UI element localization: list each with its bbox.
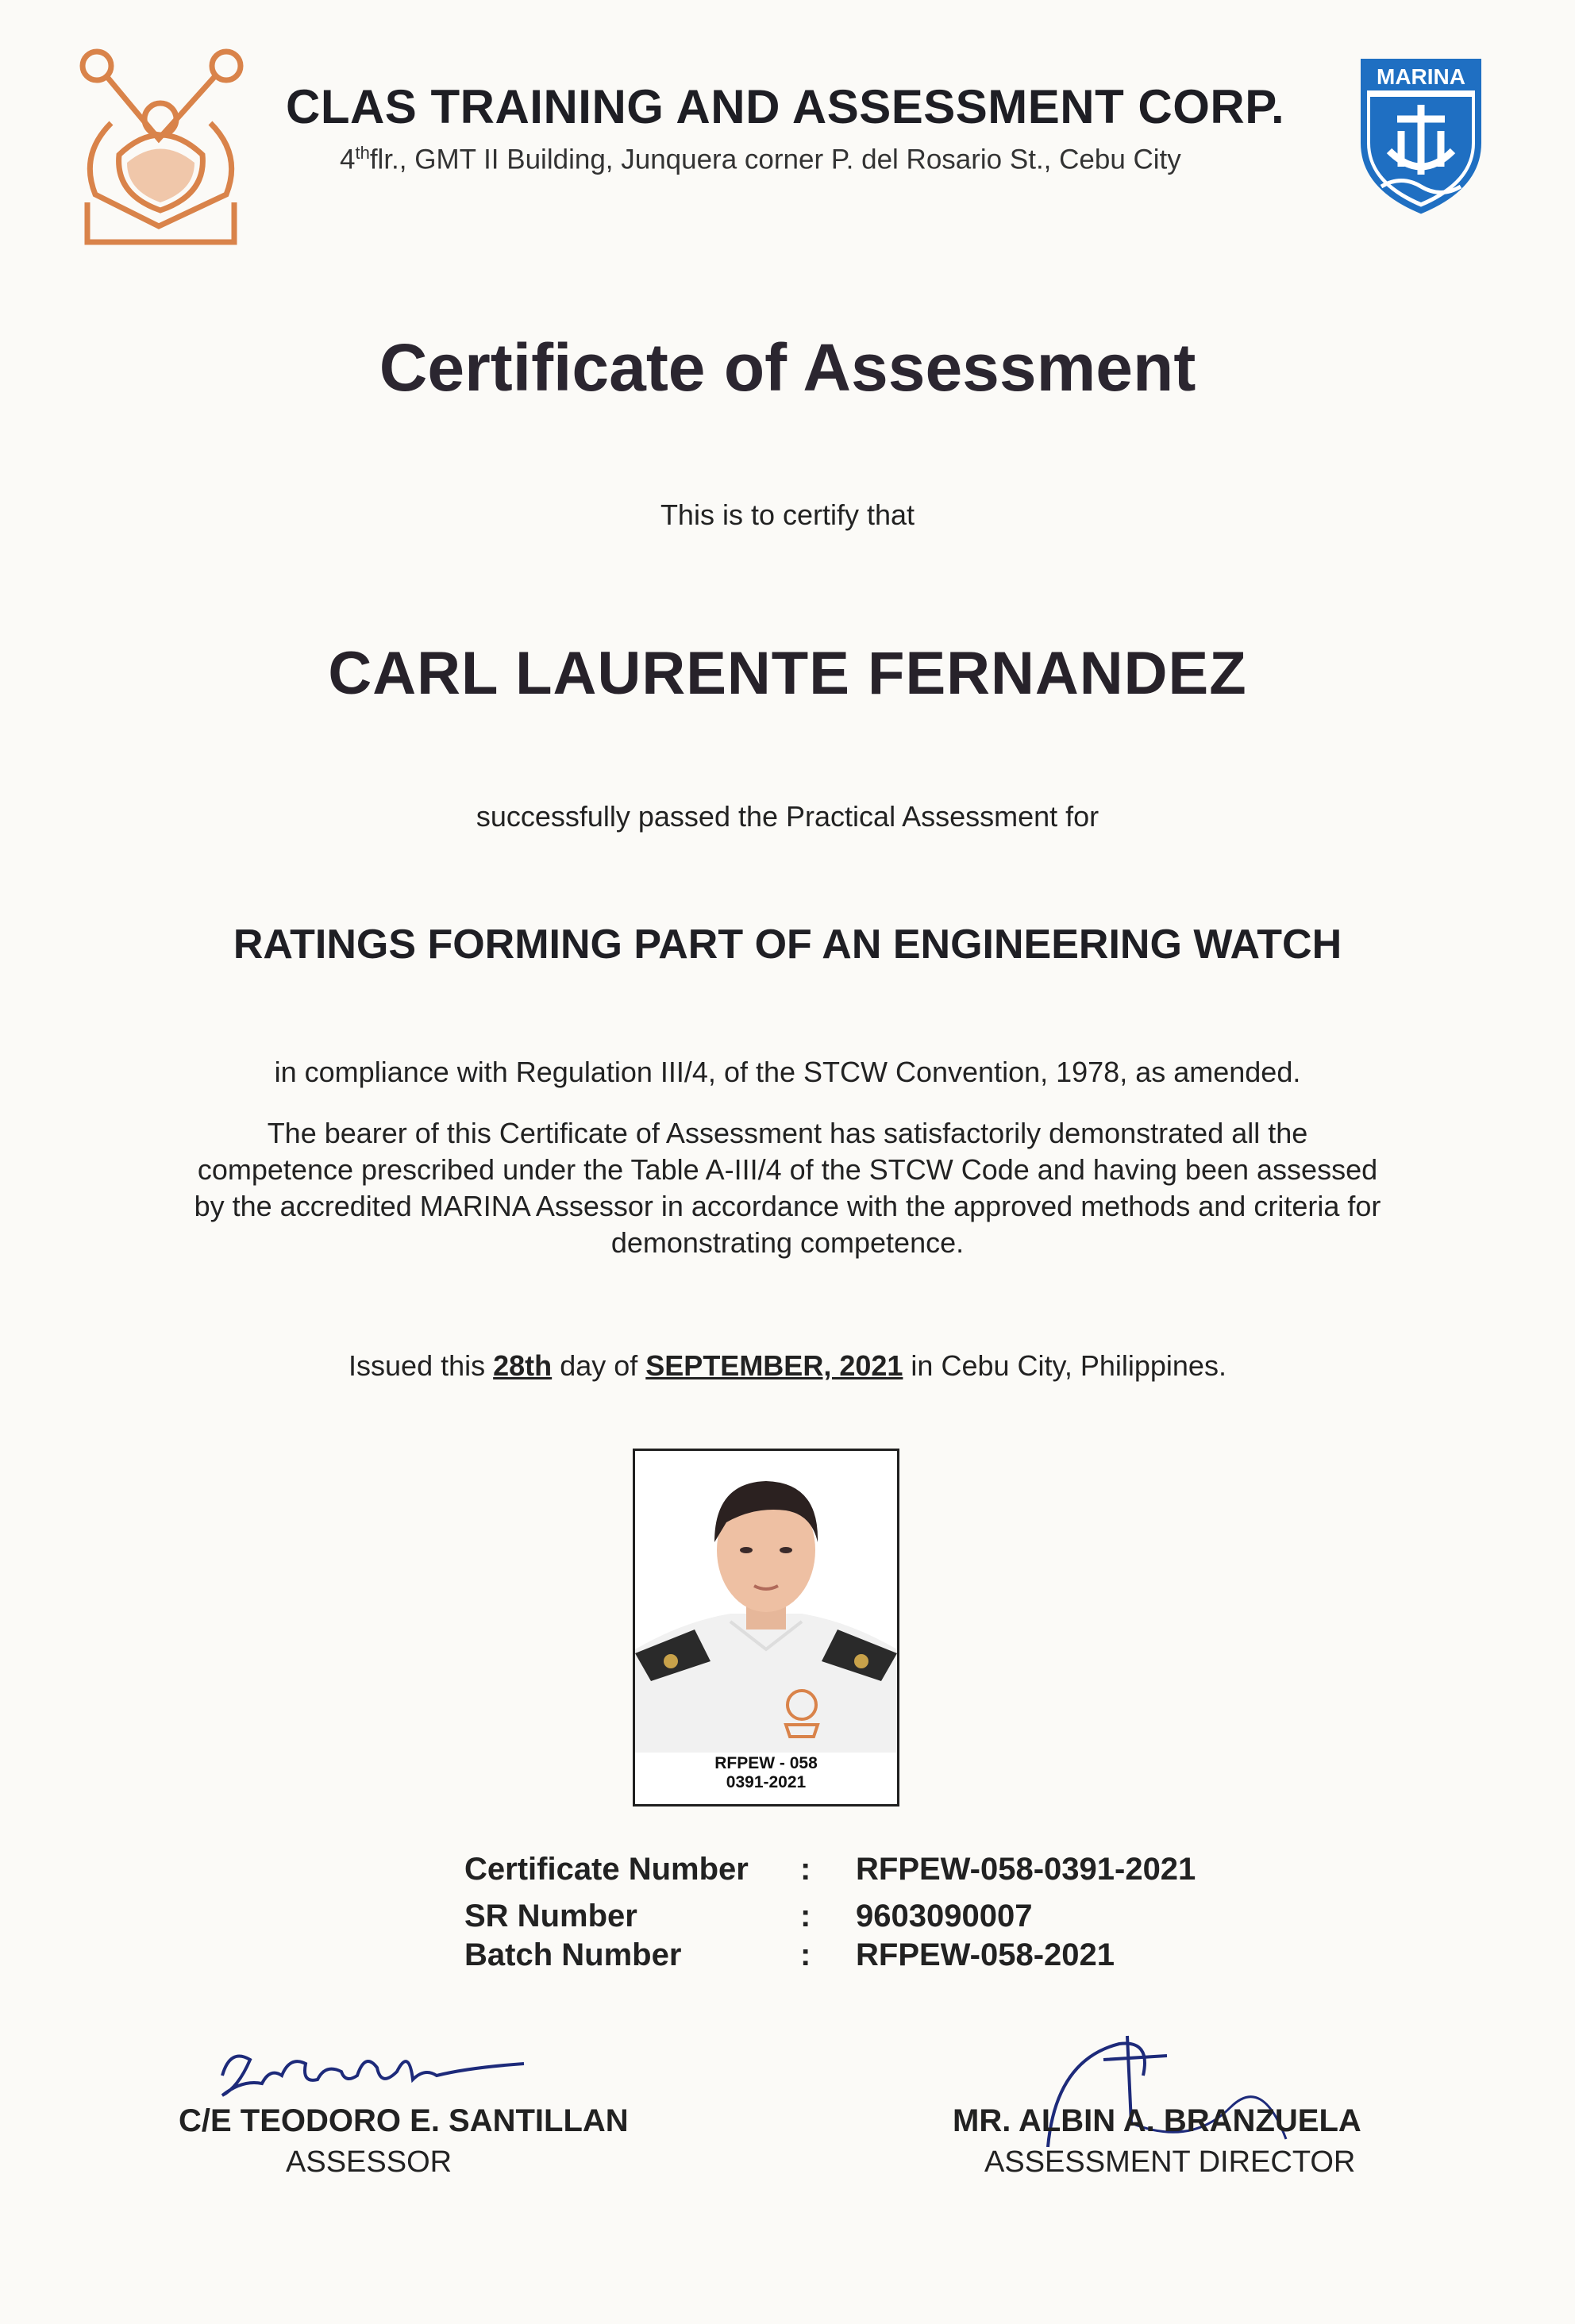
issued-day: 28th	[493, 1349, 553, 1382]
sr-number-label: SR Number	[464, 1899, 637, 1933]
batch-number-label: Batch Number	[464, 1937, 682, 1972]
marina-logo	[1357, 56, 1485, 214]
passed-text: successfully passed the Practical Assessment for	[476, 800, 1099, 833]
issued-place: in Cebu City, Philippines.	[911, 1349, 1226, 1382]
assessor-name: C/E TEODORO E. SANTILLAN	[179, 2103, 629, 2138]
clas-logo	[64, 44, 258, 254]
bearer-text: The bearer of this Certificate of Assessment has satisfactorily demonstrated all the competence prescribed under the Table A-III/4 of the STCW Code and having been assessed by the accredited MARINA Assessor in accordance with the approved methods and criteria for demonstrating competence.	[194, 1117, 1381, 1259]
person-portrait	[635, 1451, 897, 1753]
org-address: 4thflr., GMT II Building, Junquera corner P. del Rosario St., Cebu City	[340, 143, 1181, 175]
issued-line	[0, 1349, 1575, 1383]
certificate-number-value: RFPEW-058-0391-2021	[856, 1852, 1196, 1887]
recipient-name: CARL LAURENTE FERNANDEZ	[328, 640, 1247, 707]
issued-month-year: SEPTEMBER, 2021	[645, 1349, 903, 1382]
course-title: RATINGS FORMING PART OF AN ENGINEERING WATCH	[233, 922, 1342, 968]
id-photo	[633, 1449, 899, 1806]
certificate-number-colon: :	[800, 1852, 811, 1887]
sr-number-value: 9603090007	[856, 1899, 1033, 1933]
photo-caption: RFPEW - 058 0391-2021	[714, 1754, 818, 1791]
compliance-text: in compliance with Regulation III/4, of the STCW Convention, 1978, as amended.	[274, 1056, 1301, 1088]
batch-number-value: RFPEW-058-2021	[856, 1937, 1115, 1972]
director-role: ASSESSMENT DIRECTOR	[984, 2145, 1356, 2179]
issued-day-of: day of	[560, 1349, 638, 1382]
certificate-number-label: Certificate Number	[464, 1852, 749, 1887]
certificate-title: Certificate of Assessment	[379, 330, 1196, 405]
director-name: MR. ALBIN A. BRANZUELA	[953, 2103, 1361, 2138]
marina-logo-text: MARINA	[1377, 64, 1465, 89]
sr-number-colon: :	[800, 1899, 811, 1933]
assessor-role: ASSESSOR	[286, 2145, 452, 2179]
batch-number-colon: :	[800, 1937, 811, 1972]
issued-prefix: Issued this	[349, 1349, 486, 1382]
certify-text: This is to certify that	[660, 498, 915, 531]
org-name: CLAS TRAINING AND ASSESSMENT CORP.	[286, 80, 1285, 133]
